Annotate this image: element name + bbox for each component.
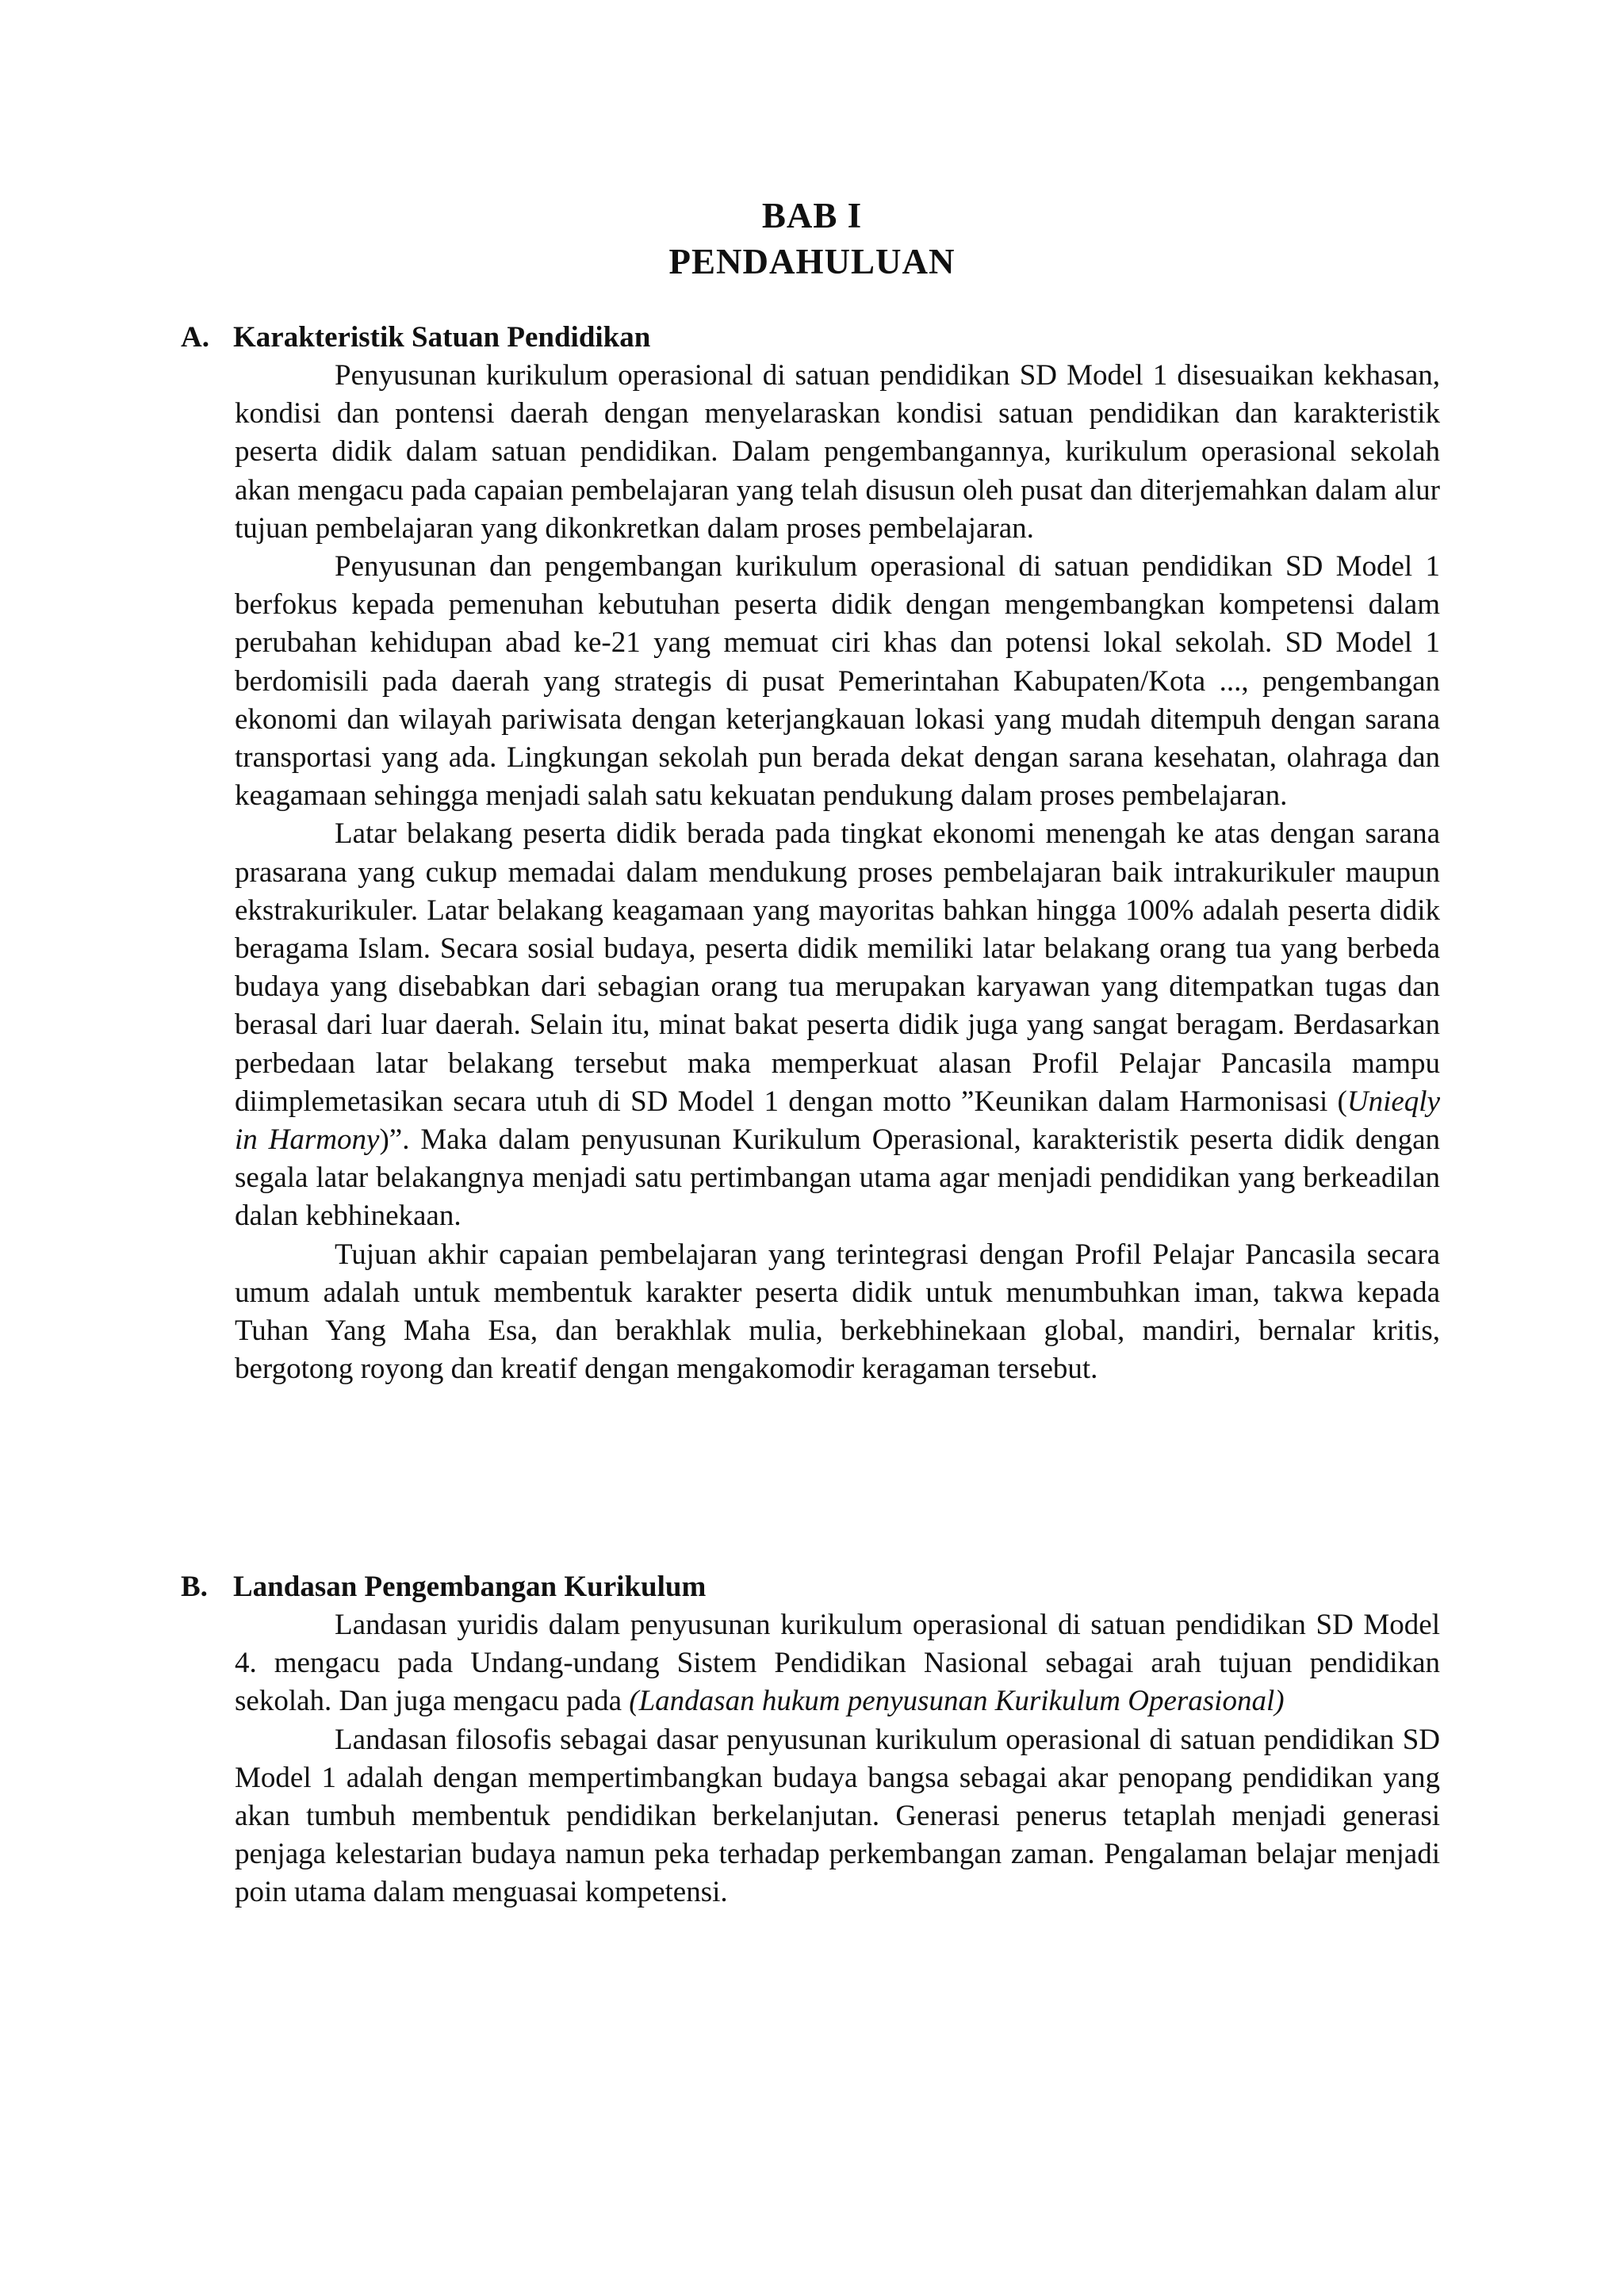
section-b-body [235, 1606, 1440, 1912]
section-b-paragraph-2: Landasan filosofis sebagai dasar penyusunan kurikulum operasional di satuan pendidikan SD Model 1 adalah dengan mempertimbangkan budaya bangsa sebagai akar penopang pendidikan yang akan tumbuh membentuk pendidikan berkelanjutan. Generasi penerus tetaplah menjadi generasi penjaga kelestarian budaya namun peka terhadap perkembangan zaman. Pengalaman belajar menjadi poin utama dalam menguasai kompetensi. [235, 1723, 1440, 1909]
paragraph-b1-text-before: Landasan yuridis dalam penyusunan kurikulum operasional di satuan pendidikan SD Model 4. mengacu pada Undang-undang Sistem Pendidikan Nasional sebagai arah tujuan pendidikan sekolah. Dan juga mengacu pada [235, 1609, 1440, 1718]
motto-english-italic: Unieqly in Harmony [235, 1085, 1440, 1157]
section-b-heading [181, 1568, 706, 1606]
section-a-paragraph-1: Penyusunan kurikulum operasional di satuan pendidikan SD Model 1 disesuaikan kekhasan, kondisi dan pontensi daerah dengan menyelaraskan kondisi satuan pendidikan dan karakteristik peserta didik dalam satuan pendidikan. Dalam pengembangannya, kurikulum operasional sekolah akan mengacu pada capaian pembelajaran yang telah disusun oleh pusat dan diterjemahkan dalam alur tujuan pembelajaran yang dikonkretkan dalam proses pembelajaran. [235, 359, 1440, 545]
section-a-paragraph-2: Penyusunan dan pengembangan kurikulum operasional di satuan pendidikan SD Model 1 berfokus kepada pemenuhan kebutuhan peserta didik dengan mengembangkan kompetensi dalam perubahan kehidupan abad ke-21 yang memuat ciri khas dan potensi lokal sekolah. SD Model 1 berdomisili pada daerah yang strategis di pusat Pemerintahan Kabupaten/Kota ..., pengembangan ekonomi dan wilayah pariwisata dengan keterjangkauan lokasi yang mudah ditempuh dengan sarana transportasi yang ada. Lingkungan sekolah pun berada dekat dengan sarana kesehatan, olahraga dan keagamaan sehingga menjadi salah satu kekuatan pendukung dalam proses pembelajaran. [235, 550, 1440, 813]
chapter-number: BAB I [761, 196, 863, 235]
section-b-paragraph-1 [235, 1606, 1440, 1721]
section-a-body [235, 357, 1440, 1388]
section-a-letter: A. [181, 321, 209, 354]
section-b-letter: B. [181, 1571, 208, 1603]
chapter-title: PENDAHULUAN [668, 242, 956, 281]
chapter-title-block [0, 193, 1624, 285]
paragraph-3-text-before: Latar belakang peserta didik berada pada tingkat ekonomi menengah ke atas dengan sarana prasarana yang cukup memadai dalam mendukung proses pembelajaran baik intrakurikuler maupun ekstrakurikuler. Latar belakang keagamaan yang mayoritas bahkan hingga 100% adalah peserta didik beragama Islam. Secara sosial budaya, peserta didik memiliki latar belakang orang tua yang berbeda budaya yang disebabkan dari sebagian orang tua merupakan karyawan yang ditempatkan tugas dan berasal dari luar daerah. Selain itu, minat bakat peserta didik juga yang sangat beragam. Berdasarkan perbedaan latar belakang tersebut maka memperkuat alasan Profil Pelajar Pancasila mampu diimplemetasikan secara utuh di SD Model 1 dengan motto ”Keunikan dalam Harmonisasi ( [235, 817, 1440, 1118]
section-b-heading-text: Landasan Pengembangan Kurikulum [233, 1571, 707, 1603]
legal-basis-placeholder-italic: (Landasan hukum penyusunan Kurikulum Operasional) [629, 1685, 1285, 1718]
section-a-heading [181, 319, 650, 357]
section-a-paragraph-3 [235, 815, 1440, 1235]
section-a-heading-text: Karakteristik Satuan Pendidikan [233, 321, 651, 354]
section-a-paragraph-4: Tujuan akhir capaian pembelajaran yang terintegrasi dengan Profil Pelajar Pancasila secara umum adalah untuk membentuk karakter peserta didik untuk menumbuhkan iman, takwa kepada Tuhan Yang Maha Esa, dan berakhlak mulia, berkebhinekaan global, mandiri, bernalar kritis, bergotong royong dan kreatif dengan mengakomodir keragaman tersebut. [235, 1238, 1440, 1386]
paragraph-3-text-after: )”. Maka dalam penyusunan Kurikulum Operasional, karakteristik peserta didik dengan segala latar belakangnya menjadi satu pertimbangan utama agar menjadi pendidikan yang berkeadilan dalan kebhinekaan. [235, 1123, 1440, 1233]
